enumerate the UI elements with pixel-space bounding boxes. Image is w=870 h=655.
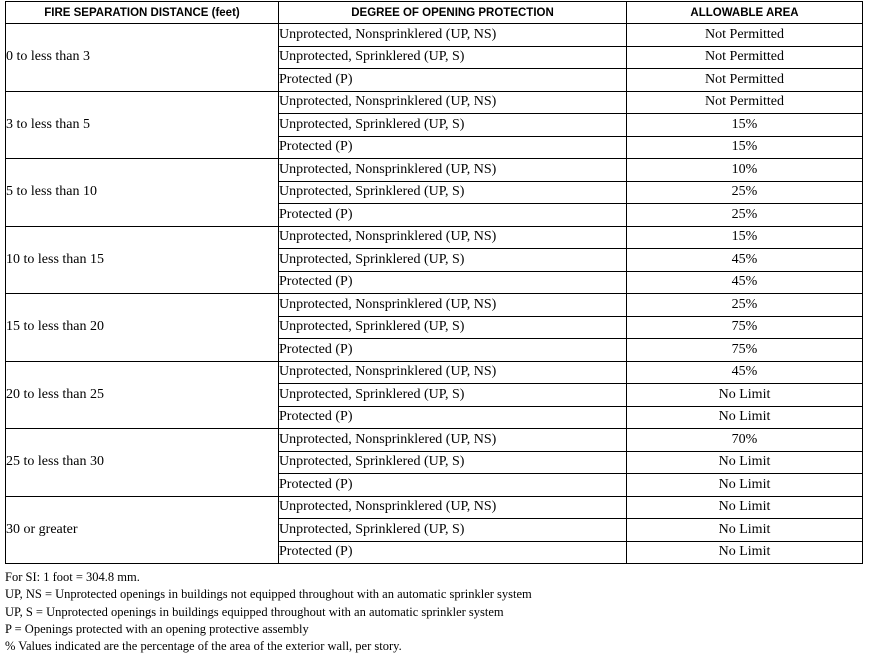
allowable-area-cell: 10% — [627, 159, 863, 182]
opening-protection-cell: Unprotected, Nonsprinklered (UP, NS) — [279, 226, 627, 249]
opening-protection-cell: Protected (P) — [279, 406, 627, 429]
allowable-area-cell: No Limit — [627, 406, 863, 429]
allowable-area-cell: 15% — [627, 136, 863, 159]
opening-protection-cell: Unprotected, Nonsprinklered (UP, NS) — [279, 24, 627, 47]
allowable-area-cell: 25% — [627, 294, 863, 317]
allowable-opening-area-table — [5, 1, 863, 564]
allowable-area-cell: No Limit — [627, 541, 863, 564]
table-footnotes — [5, 569, 863, 655]
header-allowable-area: ALLOWABLE AREA — [627, 2, 863, 24]
opening-protection-cell: Unprotected, Sprinklered (UP, S) — [279, 519, 627, 542]
allowable-area-cell: No Limit — [627, 496, 863, 519]
opening-protection-cell: Unprotected, Sprinklered (UP, S) — [279, 181, 627, 204]
footnote-line: P = Openings protected with an opening protective assembly — [5, 621, 309, 636]
table-row — [6, 294, 863, 317]
table-row — [6, 496, 863, 519]
opening-protection-cell: Unprotected, Sprinklered (UP, S) — [279, 249, 627, 272]
footnote-line: UP, S = Unprotected openings in buildings equipped throughout with an automatic sprinkler system — [5, 604, 504, 619]
opening-protection-cell: Unprotected, Sprinklered (UP, S) — [279, 451, 627, 474]
opening-protection-cell: Unprotected, Nonsprinklered (UP, NS) — [279, 294, 627, 317]
fire-separation-distance-cell: 3 to less than 5 — [6, 91, 279, 159]
opening-protection-cell: Unprotected, Nonsprinklered (UP, NS) — [279, 429, 627, 452]
table-row — [6, 24, 863, 47]
table-row — [6, 429, 863, 452]
opening-protection-cell: Unprotected, Nonsprinklered (UP, NS) — [279, 496, 627, 519]
header-degree-of-opening-protection: DEGREE OF OPENING PROTECTION — [279, 2, 627, 24]
allowable-area-cell: 45% — [627, 361, 863, 384]
allowable-area-cell: 25% — [627, 181, 863, 204]
allowable-area-cell: 15% — [627, 114, 863, 137]
header-fire-separation-distance: FIRE SEPARATION DISTANCE (feet) — [6, 2, 279, 24]
opening-protection-cell: Protected (P) — [279, 271, 627, 294]
opening-protection-cell: Unprotected, Sprinklered (UP, S) — [279, 384, 627, 407]
allowable-area-cell: 45% — [627, 271, 863, 294]
allowable-area-cell: 25% — [627, 204, 863, 227]
allowable-area-cell: 75% — [627, 316, 863, 339]
table-header-row — [6, 2, 863, 24]
allowable-area-cell: Not Permitted — [627, 91, 863, 114]
allowable-area-cell: Not Permitted — [627, 46, 863, 69]
allowable-area-cell: Not Permitted — [627, 24, 863, 47]
opening-protection-cell: Protected (P) — [279, 339, 627, 362]
opening-protection-cell: Protected (P) — [279, 204, 627, 227]
allowable-area-cell: No Limit — [627, 451, 863, 474]
fire-separation-distance-cell: 15 to less than 20 — [6, 294, 279, 362]
footnote-line: UP, NS = Unprotected openings in buildings not equipped throughout with an automatic sprinkler system — [5, 587, 532, 602]
fire-separation-distance-cell: 30 or greater — [6, 496, 279, 564]
fire-separation-distance-cell: 20 to less than 25 — [6, 361, 279, 429]
allowable-area-cell: 70% — [627, 429, 863, 452]
fire-separation-distance-cell: 0 to less than 3 — [6, 24, 279, 92]
opening-protection-cell: Protected (P) — [279, 474, 627, 497]
allowable-area-cell: No Limit — [627, 519, 863, 542]
document — [5, 1, 863, 655]
opening-protection-cell: Protected (P) — [279, 136, 627, 159]
footnote-line: % Values indicated are the percentage of the area of the exterior wall, per story. — [5, 639, 402, 654]
allowable-area-cell: No Limit — [627, 474, 863, 497]
fire-separation-distance-cell: 5 to less than 10 — [6, 159, 279, 227]
table-body — [6, 24, 863, 564]
opening-protection-cell: Protected (P) — [279, 69, 627, 92]
table-row — [6, 226, 863, 249]
opening-protection-cell: Unprotected, Nonsprinklered (UP, NS) — [279, 159, 627, 182]
footnote-line: For SI: 1 foot = 304.8 mm. — [5, 570, 140, 584]
opening-protection-cell: Unprotected, Sprinklered (UP, S) — [279, 46, 627, 69]
opening-protection-cell: Unprotected, Nonsprinklered (UP, NS) — [279, 91, 627, 114]
table-row — [6, 361, 863, 384]
opening-protection-cell: Unprotected, Sprinklered (UP, S) — [279, 316, 627, 339]
fire-separation-distance-cell: 25 to less than 30 — [6, 429, 279, 497]
fire-separation-distance-cell: 10 to less than 15 — [6, 226, 279, 294]
table-row — [6, 91, 863, 114]
opening-protection-cell: Unprotected, Nonsprinklered (UP, NS) — [279, 361, 627, 384]
allowable-area-cell: 15% — [627, 226, 863, 249]
allowable-area-cell: 45% — [627, 249, 863, 272]
allowable-area-cell: 75% — [627, 339, 863, 362]
opening-protection-cell: Unprotected, Sprinklered (UP, S) — [279, 114, 627, 137]
allowable-area-cell: No Limit — [627, 384, 863, 407]
opening-protection-cell: Protected (P) — [279, 541, 627, 564]
allowable-area-cell: Not Permitted — [627, 69, 863, 92]
table-row — [6, 159, 863, 182]
